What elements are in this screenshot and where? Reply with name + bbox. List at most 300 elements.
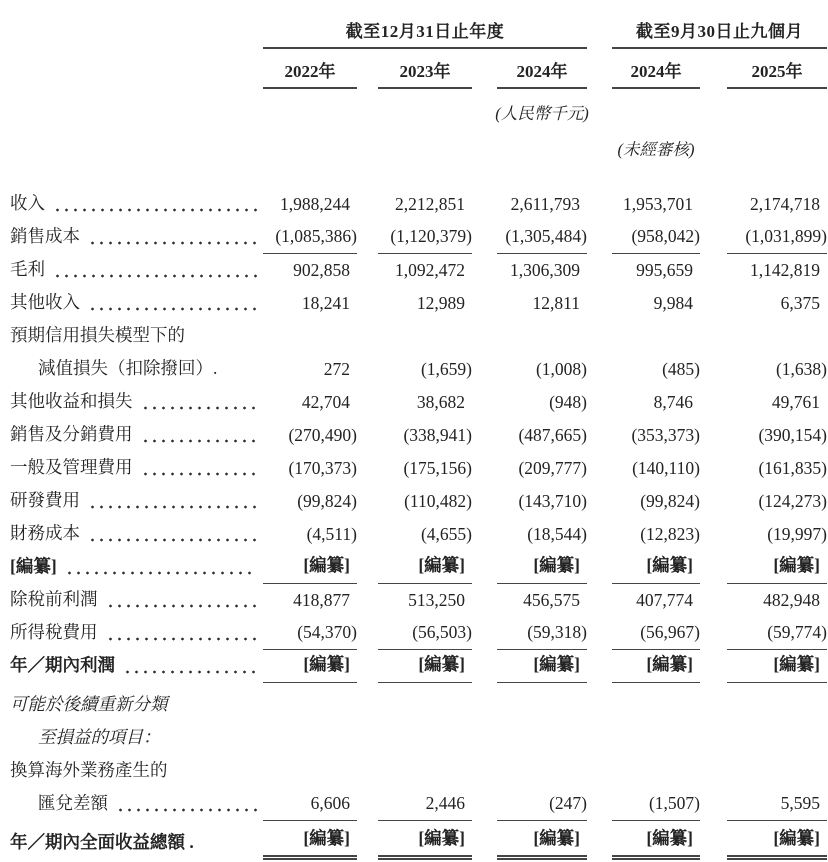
row-label-text: 匯兌差額 — [38, 793, 108, 813]
value-total-comprehensive-income-col5: [編纂] — [773, 828, 820, 848]
value-redacted-expense-col1: [編纂] — [303, 555, 350, 575]
row-ecl-caption — [0, 320, 828, 353]
cell-col2 — [378, 386, 472, 419]
cell-col3 — [497, 221, 587, 254]
column-gap — [472, 689, 497, 722]
column-gap — [357, 320, 378, 353]
value-fx-differences-col4: (1,507) — [648, 793, 700, 813]
column-gap — [700, 386, 727, 419]
column-gap — [472, 584, 497, 617]
cell-col5 — [727, 188, 827, 221]
value-other-income-col4: 9,984 — [653, 293, 693, 313]
cell-col2 — [378, 650, 472, 683]
cell-col1 — [263, 287, 357, 320]
column-gap — [700, 551, 727, 584]
dot-leader — [123, 670, 257, 674]
row-profit-for-period — [0, 650, 828, 683]
cell-col2 — [378, 827, 472, 860]
column-gap — [472, 788, 497, 821]
column-gap — [357, 452, 378, 485]
row-oci-caption-line2 — [0, 722, 828, 755]
dot-leader — [53, 208, 257, 212]
cell-col2 — [378, 485, 472, 518]
row-label — [0, 287, 263, 320]
row-label — [0, 485, 263, 518]
column-gap — [587, 287, 612, 320]
column-gap — [587, 689, 612, 722]
column-gap — [357, 788, 378, 821]
cell-col3 — [497, 485, 587, 518]
dot-leader — [141, 439, 258, 443]
cell-col1 — [263, 722, 357, 755]
value-total-comprehensive-income-col3: [編纂] — [533, 828, 580, 848]
row-other-gains-losses — [0, 386, 828, 419]
column-gap — [700, 689, 727, 722]
row-label-text: 財務成本 — [10, 523, 80, 543]
value-cost-of-sales-col4: (958,042) — [631, 226, 700, 246]
value-finance-costs-col4: (12,823) — [640, 524, 700, 544]
dot-leader — [116, 808, 257, 812]
cell-col3 — [497, 827, 587, 860]
cell-col2 — [378, 617, 472, 650]
row-label — [0, 755, 263, 788]
column-gap — [587, 320, 612, 353]
cell-col1 — [263, 650, 357, 683]
dot-leader — [141, 472, 258, 476]
column-gap — [587, 827, 612, 860]
column-gap — [587, 419, 612, 452]
table-body — [0, 188, 828, 860]
value-revenue-col4: 1,953,701 — [623, 194, 693, 214]
cell-col5 — [727, 584, 827, 617]
row-gross-profit — [0, 254, 828, 287]
row-label — [0, 353, 263, 386]
cell-col2 — [378, 689, 472, 722]
value-other-income-col3: 12,811 — [532, 293, 580, 313]
cell-col4 — [612, 518, 700, 551]
cell-col1 — [263, 419, 357, 452]
value-general-admin-expenses-col4: (140,110) — [632, 458, 700, 478]
cell-col5 — [727, 419, 827, 452]
column-gap — [700, 617, 727, 650]
dot-leader — [176, 775, 258, 779]
row-other-income — [0, 287, 828, 320]
unaudited-note-row — [0, 136, 828, 160]
cell-col2 — [378, 320, 472, 353]
column-gap — [472, 353, 497, 386]
column-gap — [700, 353, 727, 386]
value-profit-before-tax-col5: 482,948 — [763, 590, 820, 610]
row-label-text: 銷售成本 — [10, 226, 80, 246]
cell-col3 — [497, 452, 587, 485]
value-redacted-expense-col2: [編纂] — [418, 555, 465, 575]
cell-col3 — [497, 287, 587, 320]
column-gap — [700, 722, 727, 755]
column-gap — [472, 722, 497, 755]
dot-leader — [88, 307, 257, 311]
cell-col1 — [263, 452, 357, 485]
cell-col1 — [263, 188, 357, 221]
cell-col1 — [263, 353, 357, 386]
column-gap — [357, 353, 378, 386]
row-label — [0, 650, 263, 683]
year-column-2024-interim: 2024年 — [612, 57, 700, 89]
value-profit-before-tax-col3: 456,575 — [523, 590, 580, 610]
value-gross-profit-col2: 1,092,472 — [395, 260, 465, 280]
column-gap — [357, 188, 378, 221]
row-label — [0, 518, 263, 551]
cell-col5 — [727, 221, 827, 254]
year-column-2023: 2023年 — [378, 57, 472, 89]
cell-col4 — [612, 689, 700, 722]
value-other-gains-losses-col4: 8,746 — [653, 392, 693, 412]
column-gap — [587, 788, 612, 821]
currency-note-row — [0, 100, 828, 124]
cell-col1 — [263, 320, 357, 353]
value-redacted-expense-col3: [編纂] — [533, 555, 580, 575]
cell-col4 — [612, 485, 700, 518]
column-gap — [700, 584, 727, 617]
row-label-text: 至損益的項目： — [38, 727, 161, 747]
cell-col3 — [497, 788, 587, 821]
column-gap — [357, 551, 378, 584]
cell-col2 — [378, 287, 472, 320]
label-column-spacer — [0, 12, 263, 49]
row-label-text: 除稅前利潤 — [10, 589, 98, 609]
column-gap — [472, 57, 497, 89]
row-redacted-expense — [0, 551, 828, 584]
column-gap — [587, 584, 612, 617]
cell-col5 — [727, 617, 827, 650]
column-gap — [357, 221, 378, 254]
column-gap — [472, 551, 497, 584]
value-income-tax-expense-col2: (56,503) — [412, 622, 472, 642]
value-cost-of-sales-col3: (1,305,484) — [505, 226, 587, 246]
dot-leader — [202, 847, 257, 851]
cell-col2 — [378, 551, 472, 584]
cell-col2 — [378, 518, 472, 551]
cell-col3 — [497, 584, 587, 617]
cell-col4 — [612, 827, 700, 860]
column-gap — [472, 485, 497, 518]
column-gap — [357, 617, 378, 650]
row-label — [0, 452, 263, 485]
cell-col2 — [378, 188, 472, 221]
value-revenue-col2: 2,212,851 — [395, 194, 465, 214]
row-label — [0, 722, 263, 755]
column-gap — [587, 254, 612, 287]
value-finance-costs-col3: (18,544) — [527, 524, 587, 544]
column-gap — [357, 386, 378, 419]
cell-col5 — [727, 689, 827, 722]
column-gap — [472, 518, 497, 551]
column-gap — [472, 254, 497, 287]
cell-col4 — [612, 650, 700, 683]
value-redacted-expense-col5: [編纂] — [773, 555, 820, 575]
column-gap — [472, 386, 497, 419]
value-selling-distribution-expenses-col1: (270,490) — [288, 425, 357, 445]
cell-col5 — [727, 320, 827, 353]
cell-col1 — [263, 584, 357, 617]
value-fx-differences-col5: 5,595 — [780, 793, 820, 813]
year-column-2022: 2022年 — [263, 57, 357, 89]
column-gap — [357, 650, 378, 683]
label-column-spacer — [0, 57, 263, 89]
column-gap — [587, 221, 612, 254]
column-gap — [700, 755, 727, 788]
cell-col1 — [263, 755, 357, 788]
column-gap — [472, 617, 497, 650]
column-gap — [700, 221, 727, 254]
value-income-tax-expense-col4: (56,967) — [640, 622, 700, 642]
cell-col1 — [263, 827, 357, 860]
row-label-text: 收入 — [10, 193, 45, 213]
value-profit-before-tax-col4: 407,774 — [636, 590, 693, 610]
column-gap — [587, 755, 612, 788]
column-gap — [700, 518, 727, 551]
column-gap — [700, 419, 727, 452]
row-general-admin-expenses — [0, 452, 828, 485]
column-gap — [700, 788, 727, 821]
annual-period-title: 截至12月31日止年度 — [345, 22, 505, 41]
row-label — [0, 617, 263, 650]
value-profit-for-period-col4: [編纂] — [646, 654, 693, 674]
value-general-admin-expenses-col3: (209,777) — [518, 458, 587, 478]
column-gap — [472, 188, 497, 221]
row-label-text: 年／期內全面收益總額 . — [10, 832, 194, 852]
cell-col4 — [612, 755, 700, 788]
cell-col1 — [263, 485, 357, 518]
dot-leader — [176, 709, 258, 713]
row-label — [0, 320, 263, 353]
value-revenue-col1: 1,988,244 — [280, 194, 350, 214]
cell-col5 — [727, 452, 827, 485]
value-rd-expenses-col2: (110,482) — [404, 491, 472, 511]
annual-period-header — [263, 12, 587, 49]
row-total-comprehensive-income — [0, 827, 828, 860]
column-gap — [700, 254, 727, 287]
year-column-2025: 2025年 — [727, 57, 827, 89]
dot-leader — [225, 373, 257, 377]
cell-col4 — [612, 386, 700, 419]
cell-col3 — [497, 188, 587, 221]
cell-col4 — [612, 452, 700, 485]
value-other-income-col1: 18,241 — [301, 293, 350, 313]
column-gap — [587, 452, 612, 485]
value-total-comprehensive-income-col1: [編纂] — [303, 828, 350, 848]
cell-col5 — [727, 755, 827, 788]
row-label-text: 銷售及分銷費用 — [10, 424, 133, 444]
cell-col4 — [612, 254, 700, 287]
cell-col2 — [378, 722, 472, 755]
column-gap — [587, 485, 612, 518]
value-gross-profit-col1: 902,858 — [293, 260, 350, 280]
column-gap — [700, 287, 727, 320]
cell-col2 — [378, 221, 472, 254]
value-other-income-col5: 6,375 — [780, 293, 820, 313]
column-gap — [357, 689, 378, 722]
column-gap — [587, 722, 612, 755]
row-label-text: 其他收益和損失 — [10, 391, 133, 411]
value-fx-differences-col1: 6,606 — [310, 793, 350, 813]
column-gap — [700, 650, 727, 683]
value-profit-for-period-col1: [編纂] — [303, 654, 350, 674]
unaudited-note-slot — [612, 136, 700, 160]
value-general-admin-expenses-col2: (175,156) — [403, 458, 472, 478]
cell-col2 — [378, 452, 472, 485]
column-gap — [357, 254, 378, 287]
value-gross-profit-col5: 1,142,819 — [750, 260, 820, 280]
cell-col1 — [263, 689, 357, 722]
dot-leader — [141, 406, 258, 410]
column-gap — [357, 287, 378, 320]
row-label-text: 年／期內利潤 — [10, 655, 115, 675]
value-ecl-impairment-col2: (1,659) — [420, 359, 472, 379]
column-gap — [472, 755, 497, 788]
column-gap — [587, 551, 612, 584]
row-label-text: 其他收入 — [10, 292, 80, 312]
row-label-text: 毛利 — [10, 259, 45, 279]
cell-col5 — [727, 386, 827, 419]
cell-col5 — [727, 254, 827, 287]
column-gap — [587, 617, 612, 650]
cell-col4 — [612, 353, 700, 386]
column-gap — [472, 650, 497, 683]
cell-col5 — [727, 353, 827, 386]
row-ecl-impairment — [0, 353, 828, 386]
value-income-tax-expense-col1: (54,370) — [297, 622, 357, 642]
column-gap — [472, 221, 497, 254]
row-selling-distribution-expenses — [0, 419, 828, 452]
row-profit-before-tax — [0, 584, 828, 617]
row-label — [0, 254, 263, 287]
cell-col1 — [263, 518, 357, 551]
row-label-text: 換算海外業務產生的 — [10, 760, 168, 780]
column-gap — [472, 452, 497, 485]
column-gap — [472, 419, 497, 452]
column-gap — [357, 755, 378, 788]
value-income-tax-expense-col5: (59,774) — [767, 622, 827, 642]
cell-col1 — [263, 788, 357, 821]
row-label-text: 減值損失（扣除撥回）. — [38, 358, 218, 378]
value-cost-of-sales-col1: (1,085,386) — [275, 226, 357, 246]
value-other-gains-losses-col2: 38,682 — [416, 392, 465, 412]
row-oci-caption-line1 — [0, 689, 828, 722]
column-gap — [472, 320, 497, 353]
value-fx-differences-col3: (247) — [549, 793, 587, 813]
column-gap — [472, 827, 497, 860]
column-gap — [357, 518, 378, 551]
cell-col5 — [727, 485, 827, 518]
column-gap — [700, 452, 727, 485]
value-cost-of-sales-col2: (1,120,379) — [390, 226, 472, 246]
row-label-text: 預期信用損失模型下的 — [10, 325, 185, 345]
value-profit-before-tax-col2: 513,250 — [408, 590, 465, 610]
row-label-text: 研發費用 — [10, 490, 80, 510]
cell-col5 — [727, 287, 827, 320]
value-ecl-impairment-col1: 272 — [323, 359, 350, 379]
value-revenue-col3: 2,611,793 — [510, 194, 580, 214]
cell-col2 — [378, 788, 472, 821]
dot-leader — [88, 538, 257, 542]
value-revenue-col5: 2,174,718 — [750, 194, 820, 214]
row-label — [0, 551, 263, 584]
value-rd-expenses-col1: (99,824) — [297, 491, 357, 511]
column-gap — [587, 12, 612, 49]
value-total-comprehensive-income-col2: [編纂] — [418, 828, 465, 848]
row-label — [0, 584, 263, 617]
cell-col5 — [727, 722, 827, 755]
value-selling-distribution-expenses-col2: (338,941) — [403, 425, 472, 445]
currency-note-slot — [497, 100, 587, 124]
value-profit-for-period-col2: [編纂] — [418, 654, 465, 674]
dot-leader — [106, 637, 258, 641]
value-other-gains-losses-col3: (948) — [549, 392, 587, 412]
cell-col1 — [263, 551, 357, 584]
column-gap — [357, 419, 378, 452]
cell-col4 — [612, 551, 700, 584]
column-gap — [587, 518, 612, 551]
value-ecl-impairment-col4: (485) — [662, 359, 700, 379]
value-selling-distribution-expenses-col3: (487,665) — [518, 425, 587, 445]
cell-col5 — [727, 788, 827, 821]
value-selling-distribution-expenses-col5: (390,154) — [758, 425, 827, 445]
year-header-row — [0, 57, 828, 89]
cell-col3 — [497, 689, 587, 722]
period-group-header-row — [0, 12, 828, 49]
row-label-text: 可能於後續重新分類 — [10, 694, 168, 714]
value-total-comprehensive-income-col4: [編纂] — [646, 828, 693, 848]
cell-col1 — [263, 386, 357, 419]
value-profit-for-period-col3: [編纂] — [533, 654, 580, 674]
row-label — [0, 221, 263, 254]
cell-col3 — [497, 722, 587, 755]
row-label — [0, 188, 263, 221]
dot-leader — [53, 274, 257, 278]
dot-leader — [88, 241, 257, 245]
value-ecl-impairment-col3: (1,008) — [535, 359, 587, 379]
row-label-text: [編纂] — [10, 556, 57, 576]
row-cost-of-sales — [0, 221, 828, 254]
value-fx-differences-col2: 2,446 — [425, 793, 465, 813]
column-gap — [700, 485, 727, 518]
cell-col4 — [612, 320, 700, 353]
cell-col3 — [497, 617, 587, 650]
cell-col5 — [727, 827, 827, 860]
unaudited-note: (未經審核) — [617, 140, 695, 159]
dot-leader — [65, 571, 257, 575]
column-gap — [357, 827, 378, 860]
column-gap — [357, 57, 378, 89]
value-gross-profit-col3: 1,306,309 — [510, 260, 580, 280]
row-rd-expenses — [0, 485, 828, 518]
interim-period-header — [612, 12, 827, 49]
cell-col4 — [612, 788, 700, 821]
cell-col4 — [612, 188, 700, 221]
value-other-income-col2: 12,989 — [416, 293, 465, 313]
column-gap — [700, 188, 727, 221]
column-gap — [357, 584, 378, 617]
row-label — [0, 419, 263, 452]
value-finance-costs-col5: (19,997) — [767, 524, 827, 544]
cell-col3 — [497, 419, 587, 452]
column-gap — [587, 57, 612, 89]
row-finance-costs — [0, 518, 828, 551]
cell-col3 — [497, 353, 587, 386]
cell-col4 — [612, 287, 700, 320]
cell-col2 — [378, 584, 472, 617]
value-general-admin-expenses-col1: (170,373) — [288, 458, 357, 478]
